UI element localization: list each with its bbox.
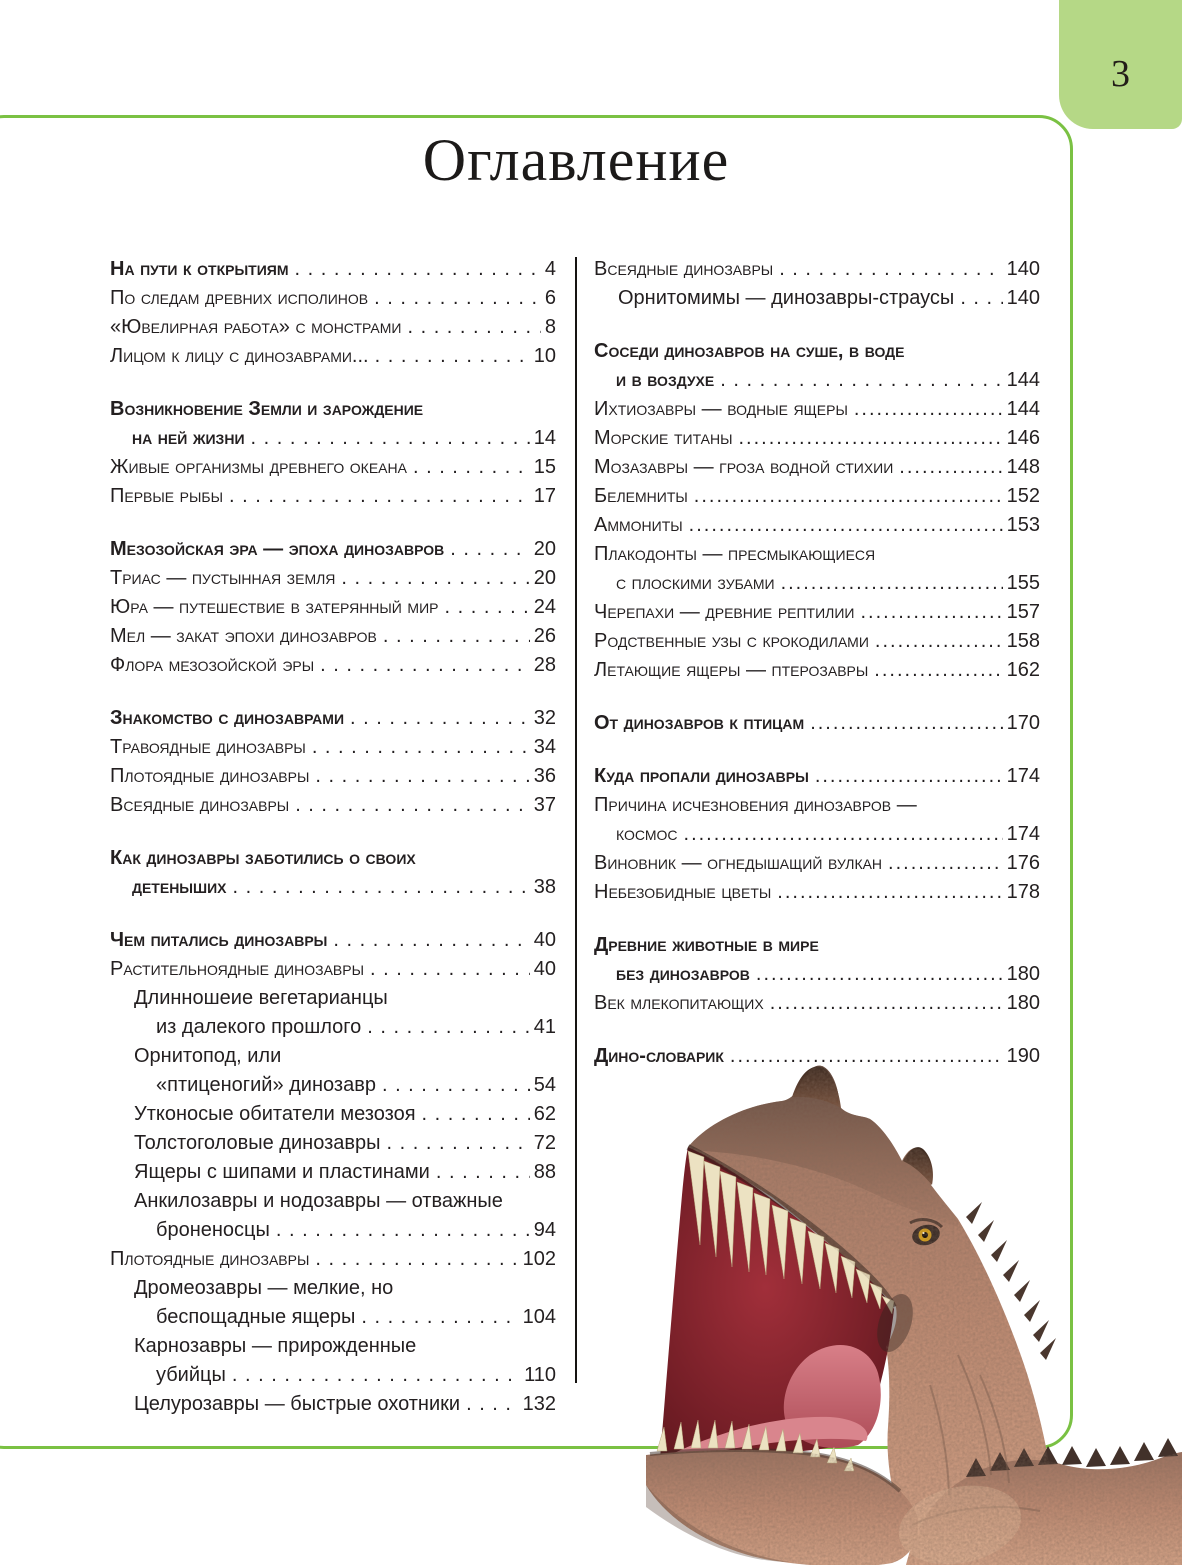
- toc-entry-label: из далекого прошлого: [156, 1016, 362, 1038]
- toc-entry-label: От динозавров к птицам: [594, 712, 805, 734]
- dot-leader: [450, 535, 529, 564]
- toc-page-number: 152: [1006, 485, 1040, 507]
- toc-entry-line: Плакодонты — пресмыкающиеся: [594, 543, 876, 565]
- toc-page-number: 110: [524, 1364, 556, 1386]
- toc-entry: [110, 704, 556, 733]
- dot-leader: [315, 1245, 518, 1274]
- toc-page-number: 72: [533, 1132, 556, 1154]
- toc-page-number: 62: [533, 1103, 556, 1125]
- dot-leader: [251, 424, 530, 453]
- dot-leader: [422, 1100, 530, 1129]
- toc-entry-line: Соседи динозавров на суше, в воде: [594, 340, 905, 362]
- toc-group: [110, 255, 556, 371]
- toc-entry: [594, 791, 1040, 849]
- toc-entry-label: Юра — путешествие в затерянный мир: [110, 596, 439, 618]
- toc-entry-label: космос: [616, 823, 678, 845]
- dot-leader: [899, 453, 1002, 482]
- toc-page-number: 162: [1006, 659, 1040, 681]
- dot-leader: [770, 989, 1003, 1018]
- toc-entry-label: Дино-словарик: [594, 1045, 724, 1067]
- toc-page-number: 17: [533, 485, 556, 507]
- toc-page-number: 34: [533, 736, 556, 758]
- dot-leader: [229, 482, 530, 511]
- toc-entry-line: Как динозавры заботились о своих: [110, 847, 416, 869]
- toc-page-number: 6: [544, 287, 556, 309]
- dot-leader: [312, 733, 530, 762]
- toc-entry-label: Знакомство с динозаврами: [110, 707, 345, 729]
- toc-entry: [110, 1274, 556, 1332]
- toc-entry: [110, 1100, 556, 1129]
- toc-entry-label: на ней жизни: [132, 427, 245, 449]
- toc-entry-label: «Ювелирная работа» с монстрами: [110, 316, 402, 338]
- dot-leader: [854, 395, 1003, 424]
- toc-entry: [110, 844, 556, 902]
- toc-page-number: 32: [533, 707, 556, 729]
- toc-entry-label: Всеядные динозавры: [110, 794, 290, 816]
- toc-entry-label: беспощадные ящеры: [156, 1306, 356, 1328]
- toc-page-number: 28: [533, 654, 556, 676]
- toc-entry: [594, 337, 1040, 395]
- toc-page-number: 144: [1006, 369, 1040, 391]
- dot-leader: [350, 704, 530, 733]
- toc-entry-label: Травоядные динозавры: [110, 736, 306, 758]
- toc-page-number: 104: [522, 1306, 556, 1328]
- toc-page-number: 14: [533, 427, 556, 449]
- toc-entry: [594, 453, 1040, 482]
- toc-entry-label: Орнитомимы — динозавры-страусы: [618, 287, 955, 309]
- toc-page-number: 40: [533, 929, 556, 951]
- toc-entry: [110, 762, 556, 791]
- toc-group: [110, 844, 556, 902]
- toc-entry-label: Куда пропали динозавры: [594, 765, 809, 787]
- dot-leader: [375, 342, 530, 371]
- toc-entry-line: Анкилозавры и нодозавры — отважные: [134, 1190, 503, 1212]
- toc-group: [594, 709, 1040, 738]
- toc-entry-label: без динозавров: [616, 963, 750, 985]
- toc-entry: [110, 255, 556, 284]
- toc-entry-line: Длинношеие вегетарианцы: [134, 987, 388, 1009]
- toc-entry-label: Век млекопитающих: [594, 992, 764, 1014]
- toc-page-number: 180: [1006, 992, 1040, 1014]
- dot-leader: [407, 313, 540, 342]
- toc-entry-line: Возникновение Земли и зарождение: [110, 398, 424, 420]
- toc-entry-label: броненосцы: [156, 1219, 270, 1241]
- toc-entry-label: Родственные узы с крокодилами: [594, 630, 869, 652]
- dot-leader: [436, 1158, 530, 1187]
- toc-entry: [594, 255, 1040, 284]
- toc-entry: [110, 651, 556, 680]
- toc-entry: [594, 849, 1040, 878]
- toc-group: [594, 337, 1040, 685]
- toc-entry-label: Мозазавры — гроза водной стихии: [594, 456, 894, 478]
- toc-page-number: 15: [533, 456, 556, 478]
- toc-entry: [594, 931, 1040, 989]
- toc-entry: [594, 656, 1040, 685]
- toc-entry: [110, 1245, 556, 1274]
- dot-leader: [875, 627, 1003, 656]
- toc-page-number: 41: [533, 1016, 556, 1038]
- dot-leader: [367, 1013, 530, 1042]
- toc-entry-label: Аммониты: [594, 514, 683, 536]
- toc-page-number: 88: [533, 1161, 556, 1183]
- toc-page-number: 176: [1006, 852, 1040, 874]
- toc-entry: [110, 284, 556, 313]
- toc-page-number: 26: [533, 625, 556, 647]
- toc-entry: [110, 453, 556, 482]
- toc-page-number: 155: [1006, 572, 1040, 594]
- dot-leader: [960, 284, 1002, 313]
- dot-leader: [374, 284, 541, 313]
- dot-leader: [295, 255, 541, 284]
- toc-entry: [110, 1390, 556, 1419]
- toc-page-number: 40: [533, 958, 556, 980]
- toc-entry-label: Мел — закат эпохи динозавров: [110, 625, 377, 647]
- toc-entry-line: Орнитопод, или: [134, 1045, 282, 1067]
- dot-leader: [861, 598, 1003, 627]
- toc-entry-label: Толстоголовые динозавры: [134, 1132, 381, 1154]
- dot-leader: [383, 622, 530, 651]
- toc-entry: [110, 313, 556, 342]
- dot-leader: [779, 255, 1002, 284]
- toc-entry: [594, 878, 1040, 907]
- toc-entry-label: Небезобидные цветы: [594, 881, 772, 903]
- toc-page-number: 36: [533, 765, 556, 787]
- dot-leader: [781, 569, 1003, 598]
- toc-entry-line: Причина исчезновения динозавров —: [594, 794, 917, 816]
- toc-entry-label: Чем питались динозавры: [110, 929, 328, 951]
- dot-leader: [276, 1216, 530, 1245]
- toc-column-right: [594, 255, 1040, 1071]
- toc-entry: [594, 511, 1040, 540]
- toc-entry: [110, 482, 556, 511]
- toc-entry: [594, 482, 1040, 511]
- toc-group: [110, 926, 556, 1419]
- dot-leader: [295, 791, 530, 820]
- toc-entry-label: и в воздухе: [616, 369, 715, 391]
- toc-entry-label: Флора мезозойской эры: [110, 654, 315, 676]
- toc-entry: [110, 926, 556, 955]
- toc-entry-label: убийцы: [156, 1364, 226, 1386]
- toc-page-number: 144: [1006, 398, 1040, 420]
- toc-page-number: 24: [533, 596, 556, 618]
- dot-leader: [874, 656, 1002, 685]
- toc-entry: [110, 791, 556, 820]
- toc-page-number: 140: [1006, 287, 1040, 309]
- toc-entry: [110, 342, 556, 371]
- dot-leader: [888, 849, 1003, 878]
- toc-entry: [594, 598, 1040, 627]
- dot-leader: [232, 1361, 520, 1390]
- toc-entry: [110, 1129, 556, 1158]
- toc-entry-label: На пути к открытиям: [110, 258, 289, 280]
- toc-entry: [110, 955, 556, 984]
- toc-entry: [594, 989, 1040, 1018]
- toc-entry-label: Летающие ящеры — птерозавры: [594, 659, 869, 681]
- toc-page-number: 148: [1006, 456, 1040, 478]
- toc-page-number: 158: [1006, 630, 1040, 652]
- toc-entry-label: Живые организмы древнего океана: [110, 456, 407, 478]
- toc-page-number: 170: [1006, 712, 1040, 734]
- toc-entry: [110, 1187, 556, 1245]
- toc-entry-label: Мезозойская эра — эпоха динозавров: [110, 538, 445, 560]
- toc-entry-label: детеныших: [132, 876, 227, 898]
- toc-page-number: 140: [1006, 258, 1040, 280]
- toc-entry-label: «птиценогий» динозавр: [156, 1074, 376, 1096]
- toc-page-number: 178: [1006, 881, 1040, 903]
- page-number-tab: [1059, 0, 1182, 129]
- toc-entry-label: Целурозавры — быстрые охотники: [134, 1393, 461, 1415]
- toc-column-left: [110, 255, 556, 1419]
- dot-leader: [320, 651, 530, 680]
- toc-entry-label: Утконосые обитатели мезозоя: [134, 1103, 416, 1125]
- toc-entry-label: Плотоядные динозавры: [110, 1248, 310, 1270]
- page-title: Оглавление: [422, 127, 730, 193]
- toc-entry-label: Виновник — огнедышащий вулкан: [594, 852, 883, 874]
- column-divider: [575, 257, 577, 1383]
- toc-entry-label: Ихтиозавры — водные ящеры: [594, 398, 848, 420]
- dot-leader: [341, 564, 529, 593]
- dot-leader: [382, 1071, 530, 1100]
- toc-group: [594, 762, 1040, 907]
- toc-group: [594, 931, 1040, 1018]
- dot-leader: [445, 593, 530, 622]
- toc-entry: [594, 395, 1040, 424]
- toc-entry-label: Триас — пустынная земля: [110, 567, 336, 589]
- page-number: 3: [1111, 53, 1130, 95]
- toc-page-number: 4: [544, 258, 556, 280]
- dot-leader: [689, 511, 1003, 540]
- toc-page-number: 38: [533, 876, 556, 898]
- toc-entry: [110, 1042, 556, 1100]
- toc-entry-label: Белемниты: [594, 485, 688, 507]
- toc-entry: [110, 395, 556, 453]
- toc-entry: [110, 535, 556, 564]
- dot-leader: [315, 762, 529, 791]
- toc-page-number: 54: [533, 1074, 556, 1096]
- dot-leader: [361, 1303, 518, 1332]
- toc-group: [110, 395, 556, 511]
- toc-entry-label: Морские титаны: [594, 427, 733, 449]
- toc-entry: [594, 284, 1040, 313]
- toc-entry: [110, 622, 556, 651]
- toc-page-number: 37: [533, 794, 556, 816]
- dot-leader: [370, 955, 530, 984]
- toc-entry-label: Плотоядные динозавры: [110, 765, 310, 787]
- toc-entry-label: с плоскими зубами: [616, 572, 775, 594]
- dot-leader: [694, 482, 1003, 511]
- toc-entry-line: Карнозавры — прирожденные: [134, 1335, 417, 1357]
- dot-leader: [777, 878, 1002, 907]
- toc-entry-label: Ящеры с шипами и пластинами: [134, 1161, 430, 1183]
- toc-page-number: 8: [544, 316, 556, 338]
- toc-page-number: 20: [533, 538, 556, 560]
- dot-leader: [815, 762, 1003, 791]
- toc-page-number: 10: [533, 345, 556, 367]
- toc-entry-line: Древние животные в мире: [594, 934, 819, 956]
- toc-group: [110, 704, 556, 820]
- dot-leader: [756, 960, 1003, 989]
- toc-entry: [594, 424, 1040, 453]
- toc-entry-label: Растительноядные динозавры: [110, 958, 364, 980]
- toc-page-number: 174: [1006, 765, 1040, 787]
- toc-entry-label: Первые рыбы: [110, 485, 223, 507]
- toc-page-number: 190: [1006, 1045, 1040, 1067]
- dot-leader: [720, 366, 1002, 395]
- toc-entry: [594, 540, 1040, 598]
- toc-page-number: 20: [533, 567, 556, 589]
- toc-page-number: 153: [1006, 514, 1040, 536]
- toc-entry: [594, 709, 1040, 738]
- toc-page-number: 180: [1006, 963, 1040, 985]
- dot-leader: [387, 1129, 530, 1158]
- toc-entry: [110, 733, 556, 762]
- toc-page-number: 146: [1006, 427, 1040, 449]
- toc-entry: [110, 564, 556, 593]
- toc-page-number: 94: [533, 1219, 556, 1241]
- toc-page-number: 157: [1006, 601, 1040, 623]
- dot-leader: [466, 1390, 519, 1419]
- toc-group: [594, 255, 1040, 313]
- dot-leader: [233, 873, 530, 902]
- dot-leader: [413, 453, 530, 482]
- dot-leader: [684, 820, 1003, 849]
- toc-entry-label: Черепахи — древние рептилии: [594, 601, 855, 623]
- toc-page-number: 174: [1006, 823, 1040, 845]
- toc-entry: [110, 1158, 556, 1187]
- toc-entry-line: Дромеозавры — мелкие, но: [134, 1277, 394, 1299]
- toc-entry: [594, 627, 1040, 656]
- dot-leader: [739, 424, 1003, 453]
- toc-entry-label: Лицом к лицу с динозаврами...: [110, 345, 369, 367]
- toc-group: [110, 535, 556, 680]
- toc-entry-label: Всеядные динозавры: [594, 258, 774, 280]
- toc-page-number: 132: [522, 1393, 556, 1415]
- toc-entry: [110, 984, 556, 1042]
- toc-entry-label: По следам древних исполинов: [110, 287, 369, 309]
- toc-page-number: 102: [522, 1248, 556, 1270]
- toc-entry: [110, 1332, 556, 1390]
- dinosaur-illustration: [645, 1055, 1182, 1565]
- dot-leader: [810, 709, 1002, 738]
- toc-entry: [110, 593, 556, 622]
- dot-leader: [333, 926, 529, 955]
- toc-entry: [594, 762, 1040, 791]
